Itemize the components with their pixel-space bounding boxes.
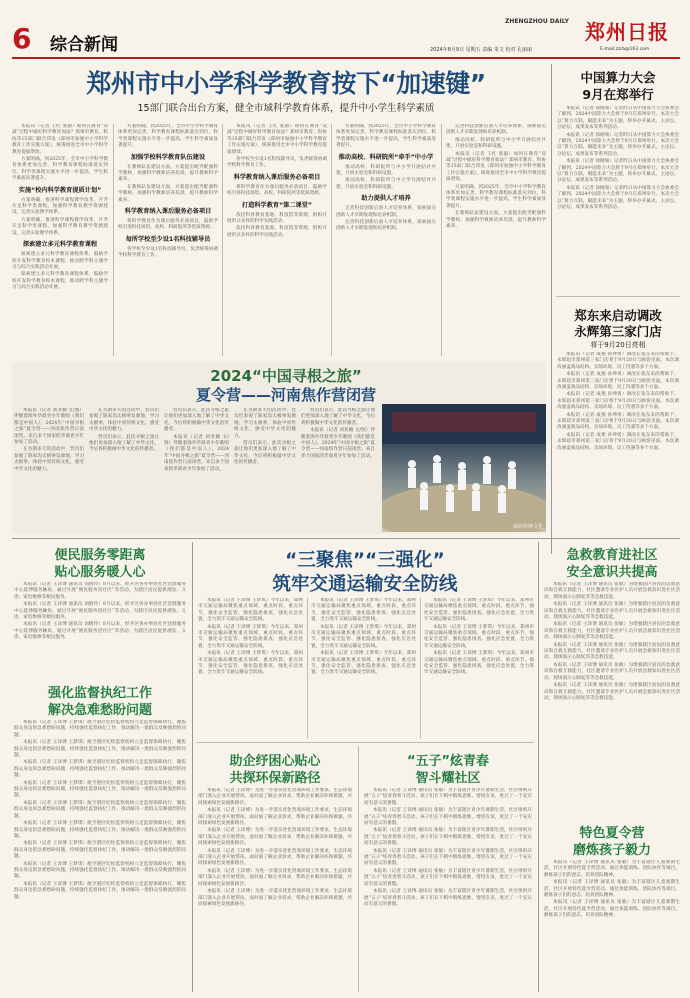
feature-paragraph: 营员们表示，此次寻根之旅让他们更加深入地了解了中华文化，今后将积极做中华文化的传播者。 bbox=[89, 434, 159, 453]
center-right-headline-1: “五子”炫青春 bbox=[406, 754, 490, 769]
center-paragraph: 本报讯（记者 王译博 王梦琪）今年以来，郑州市交通运输局聚焦重点领域、重点时段、重点环节，强化安全监管、强化隐患排查、强化应急处置，全力筑牢交通运输安全防线。 bbox=[424, 598, 534, 623]
masthead bbox=[0, 0, 690, 58]
center-lower-headline-2: 共探环保新路径 bbox=[229, 771, 321, 786]
lead-section-text: 方案明确，推进科学课程教学改革，开齐开足科学类课程。加强科学教育教学资源建设，完善实验教学体系。 bbox=[12, 197, 108, 216]
lower-left-paragraph: 本报讯（记者 王译博 王梦琪）航空港区纪检监察机构立足监督保障执行，聚焦群众身边的急难愁盼问题，持续强化监督执纪工作，推动解决一批群众反映强烈的问题。 bbox=[14, 720, 186, 738]
lead-paragraph: 本报讯（记者 王红 张毅）如何在教育“双减”过程中做好科学教育加法？郑州市教育、科协等15部门联合印发《郑州市加强中小学科学教育工作实施方案》，统筹推进全市中小学科学教育提质增效。 bbox=[227, 124, 327, 155]
center-right-paragraph: 本报讯（记者 王译博 通讯员 张敏）为丰富辖区青少年暑期生活，社区组织开展“五子”炫青春智斗活动，孩子们在下棋中锻炼思维、增进友谊，度过了一个充实而有意义的暑假。 bbox=[364, 828, 532, 847]
column-divider bbox=[420, 598, 421, 738]
far-right-body-1 bbox=[544, 582, 680, 814]
far-right-headline-1b: 安全意识共提高 bbox=[566, 565, 658, 580]
center-right-paragraph: 本报讯（记者 王译博 通讯员 张敏）为丰富辖区青少年暑期生活，社区组织开展“五子”炫青春智斗活动，孩子们在下棋中锻炼思维、增进友谊，度过了一个充实而有意义的暑假。 bbox=[364, 808, 532, 827]
lower-left-paragraph: 本报讯（记者 王译博 王梦琪）航空港区纪检监察机构立足监督保障执行，聚焦群众身边的急难愁盼问题，持续强化监督执纪工作，推动解决一批群众反映强烈的问题。 bbox=[14, 740, 186, 759]
column-divider bbox=[331, 124, 332, 356]
lead-section-text: 完善科技创新后备人才培养体系，探索拔尖创新人才早期发现和培养机制。 bbox=[336, 220, 436, 232]
right-top-headline-1: 中国算力大会 bbox=[580, 70, 656, 85]
lead-paragraph: 方案明确，到2025年，全市中小学科学教育体系更加完善，科学教育课程标准落实到位，科学类课程实施水平进一步提高，学生科学素质显著提升。 bbox=[12, 157, 108, 182]
lead-column-2 bbox=[118, 124, 218, 359]
right-mid-paragraph: 本报讯（记者 成燕 孙坤勇）调改在张东来的帮助下，永辉超市郑州第三家门店将于9月20日与顾客见面。本次调改涵盖商品结构、卖场环境、员工待遇等多个方面。 bbox=[557, 352, 679, 370]
lead-section-text: 方案明确，推进科学课程教学改革，开齐开足科学类课程。加强科学教育教学资源建设，完善实验教学体系。 bbox=[12, 217, 108, 236]
lower-left-paragraph: 本报讯（记者 王译博 王梦琪）航空港区纪检监察机构立足监督保障执行，聚焦群众身边的急难愁盼问题，持续强化监督执纪工作，推动解决一批群众反映强烈的问题。 bbox=[14, 760, 186, 779]
lead-section-text: 各学校至少设1名科技辅导员，负责统筹协调学校科学教育工作。 bbox=[118, 246, 218, 259]
right-top-headline-2: 9月在郑举行 bbox=[582, 87, 654, 102]
right-mid-headline-2: 永辉第三家门店 bbox=[574, 324, 662, 339]
lead-section-text: 完善科技创新后备人才培养体系，探索拔尖创新人才早期发现和培养机制。 bbox=[446, 124, 546, 136]
right-column-divider bbox=[551, 64, 552, 554]
center-headline-2: 筑牢交通运输安全防线 bbox=[272, 574, 458, 595]
center-right-paragraph: 本报讯（记者 王译博 通讯员 张敏）为丰富辖区青少年暑期生活，社区组织开展“五子”炫青春智斗活动，孩子们在下棋中锻炼思维、增进友谊，度过了一个充实而有意义的暑假。 bbox=[364, 848, 532, 867]
feature-paragraph: 本报讯（记者 刘亚楠 文/图）伴随着海外华裔青少年歌唱《我们都是中国人》，2024年“中国寻根之旅”夏令营——河南焦作营日前闭营。来自多个国家的华裔青少年参加了活动。 bbox=[301, 428, 375, 459]
center-lower-paragraph: 本报讯（记者 王译博）为进一步落实优化营商环境工作要求，生态环境部门深入企业开展帮扶，面对面了解企业诉求，帮助企业解决环保难题，共同探索绿色发展新路径。 bbox=[198, 848, 352, 867]
far-right-paragraph: 本报讯（记者 王译博 通讯员 张敏）为增强辖区居民的急救意识和自救互救能力，社区邀请专业医护人员开展急救知识进社区活动，现场演示心肺复苏等急救技能。 bbox=[544, 642, 680, 661]
lead-section-text: 推动高校、科研院所与中小学开展结对共建，开放实验室和科研设施。 bbox=[446, 137, 546, 150]
lower-left-headline-1b: 贴心服务暖人心 bbox=[54, 565, 146, 580]
feature-paragraph: 在为期多天的活动中，营员们参观了陈家沟太极拳发源地，学习太极拳，体验中原传统文化，感受中华文化的魅力。 bbox=[234, 408, 296, 439]
center-right-headline-2: 智斗耀社区 bbox=[415, 771, 481, 786]
center-column-2 bbox=[311, 598, 416, 738]
far-right-paragraph: 本报讯（记者 王译博 通讯员 张敏）为丰富辖区儿童暑期生活，社区开展特色夏令营活动，通过体能训练、团队协作等项目，磨炼孩子们的意志，培养团队精神。 bbox=[544, 860, 680, 878]
paper-logo: 郑州日报 bbox=[585, 20, 669, 44]
lower-left-paragraph: 本报讯（记者 王译博 王梦琪）航空港区纪检监察机构立足监督保障执行，聚焦群众身边的急难愁盼问题，持续强化监督执纪工作，推动解决一批群众反映强烈的问题。 bbox=[14, 780, 186, 799]
center-right-paragraph: 本报讯（记者 王译博 通讯员 张敏）为丰富辖区青少年暑期生活，社区组织开展“五子”炫青春智斗活动，孩子们在下棋中锻炼思维、增进友谊，度过了一个充实而有意义的暑假。 bbox=[364, 889, 532, 907]
center-right-paragraph: 本报讯（记者 王译博 通讯员 张敏）为丰富辖区青少年暑期生活，社区组织开展“五子”炫青春智斗活动，孩子们在下棋中锻炼思维、增进友谊，度过了一个充实而有意义的暑假。 bbox=[364, 788, 532, 806]
lower-left-paragraph: 本报讯（记者 王译博 王梦琪）航空港区纪检监察机构立足监督保障执行，聚焦群众身边的急难愁盼问题，持续强化监督执纪工作，推动解决一批群众反映强烈的问题。 bbox=[14, 841, 186, 860]
feature-column-5 bbox=[301, 408, 375, 532]
right-top-paragraph: 本报讯（记者 徐刚领）记者昨日从中国算力大会执委会了解到，2024中国算力大会将于9月在郑州举行。本次大会以“算力互联，赋能未来”为主题，将举办开幕式、主论坛、分论坛、成果发布等系列活动。 bbox=[557, 159, 679, 184]
column-divider bbox=[113, 124, 114, 356]
feature-paragraph: 营员们表示，此次寻根之旅让他们更加深入地了解了中华文化，今后将积极做中华文化的传播者。 bbox=[164, 408, 229, 433]
center-lower-paragraph: 本报讯（记者 王译博）为进一步落实优化营商环境工作要求，生态环境部门深入企业开展帮扶，面对面了解企业诉求，帮助企业解决环保难题，共同探索绿色发展新路径。 bbox=[198, 828, 352, 847]
lead-paragraph: 方案明确，到2025年，全市中小学科学教育体系更加完善，科学教育课程标准落实到位，科学类课程实施水平进一步提高，学生科学素质显著提升。 bbox=[118, 124, 218, 149]
feature-paragraph: 本报讯（记者 刘亚楠 文/图）伴随着海外华裔青少年歌唱《我们都是中国人》，2024年“中国寻根之旅”夏令营——河南焦作营日前闭营。来自多个国家的华裔青少年参加了活动。 bbox=[164, 434, 229, 472]
center-lower-paragraph: 本报讯（记者 王译博）为进一步落实优化营商环境工作要求，生态环境部门深入企业开展帮扶，面对面了解企业诉求，帮助企业解决环保难题，共同探索绿色发展新路径。 bbox=[198, 868, 352, 887]
center-column-3 bbox=[424, 598, 534, 738]
center-paragraph: 本报讯（记者 王译博 王梦琪）今年以来，郑州市交通运输局聚焦重点领域、重点时段、重点环节，强化安全监管、强化隐患排查、强化应急处置，全力筑牢交通运输安全防线。 bbox=[424, 651, 534, 676]
lower-left-paragraph: 本报讯（记者 王译博 通讯员 刘鸥铃）8月以来，经开区各办事处社区党群服务中心延伸服务触角，通过开展“便民服务进社区”等活动，为辖区居民提供理发、义诊、家电维修等便民服务。 bbox=[14, 602, 186, 621]
lower-left-headline-2b: 解决急难愁盼问题 bbox=[47, 703, 152, 718]
center-lower-paragraph: 本报讯（记者 王译博）为进一步落实优化营商环境工作要求，生态环境部门深入企业开展帮扶，面对面了解企业诉求，帮助企业解决环保难题，共同探索绿色发展新路径。 bbox=[198, 889, 352, 907]
far-right-headline-2a: 特色夏令营 bbox=[579, 826, 645, 841]
far-right-paragraph: 本报讯（记者 王译博 通讯员 张敏）为增强辖区居民的急救意识和自救互救能力，社区邀请专业医护人员开展急救知识进社区活动，现场演示心肺复苏等急救技能。 bbox=[544, 582, 680, 600]
feature-column-4 bbox=[234, 408, 296, 532]
feature-paragraph: 在为期多天的活动中，营员们参观了陈家沟太极拳发源地，学习太极拳，体验中原传统文化，感受中华文化的魅力。 bbox=[89, 408, 159, 433]
far-right-paragraph: 本报讯（记者 王译博 通讯员 张敏）为丰富辖区儿童暑期生活，社区开展特色夏令营活动，通过体能训练、团队协作等项目，磨炼孩子们的意志，培养团队精神。 bbox=[544, 880, 680, 899]
email-line: E-mail:zzrb@163.com bbox=[600, 47, 650, 52]
column-divider bbox=[222, 124, 223, 356]
center-paragraph: 本报讯（记者 王译博 王梦琪）今年以来，郑州市交通运输局聚焦重点领域、重点时段、重点环节，强化安全监管、强化隐患排查、强化应急处置，全力筑牢交通运输安全防线。 bbox=[198, 598, 303, 623]
section-divider bbox=[12, 538, 680, 539]
column-divider bbox=[538, 542, 539, 992]
center-lower-body bbox=[198, 788, 352, 990]
lead-section-text: 探索建立多元科学教育课程体系，鼓励学校开发科学教育校本课程，推动跨学科主题学习与综合实践活动开展。 bbox=[12, 272, 108, 291]
center-paragraph: 本报讯（记者 王译博 王梦琪）今年以来，郑州市交通运输局聚焦重点领域、重点时段、重点环节，强化安全监管、强化隐患排查、强化应急处置，全力筑牢交通运输安全防线。 bbox=[424, 624, 534, 649]
far-right-paragraph: 本报讯（记者 王译博 通讯员 张敏）为增强辖区居民的急救意识和自救互救能力，社区邀请专业医护人员开展急救知识进社区活动，现场演示心肺复苏等急救技能。 bbox=[544, 602, 680, 621]
lead-section-text: 各学校至少设1名科技辅导员，负责统筹协调学校科学教育工作。 bbox=[227, 157, 327, 169]
lower-left-paragraph: 本报讯（记者 王译博 王梦琪）航空港区纪检监察机构立足监督保障执行，聚焦群众身边的急难愁盼问题，持续强化监督执纪工作，推动解决一批群众反映强烈的问题。 bbox=[14, 800, 186, 819]
right-top-paragraph: 本报讯（记者 徐刚领）记者昨日从中国算力大会执委会了解到，2024中国算力大会将于9月在郑州举行。本次大会以“算力互联，赋能未来”为主题，将举办开幕式、主论坛、分论坛、成果发布等系列活动。 bbox=[557, 132, 679, 157]
lead-section-text: 将科学教育作为课后服务必备项目，鼓励学校引进科技场馆、高校、科研院所等优质资源。 bbox=[118, 219, 218, 231]
lead-section-text: 推动高校、科研院所与中小学开展结对共建，开放实验室和科研设施。 bbox=[336, 178, 436, 190]
lower-left-body-2 bbox=[14, 720, 186, 990]
lead-section-heading: 助力提供人才培养 bbox=[361, 195, 411, 203]
right-top-paragraph: 本报讯（记者 徐刚领）记者昨日从中国算力大会执委会了解到，2024中国算力大会将于9月在郑州举行。本次大会以“算力互联，赋能未来”为主题，将举办开幕式、主论坛、分论坛、成果发布等系列活动。 bbox=[557, 106, 679, 131]
feature-column-2 bbox=[89, 408, 159, 532]
divider bbox=[196, 742, 534, 743]
divider bbox=[556, 296, 680, 297]
lower-left-body-1 bbox=[14, 582, 186, 674]
right-mid-headline-1: 郑东来启动调改 bbox=[574, 308, 662, 323]
lower-left-paragraph: 本报讯（记者 王译博 通讯员 刘鸥铃）8月以来，经开区各办事处社区党群服务中心延伸服务触角，通过开展“便民服务进社区”等活动，为辖区居民提供理发、义诊、家电维修等便民服务。 bbox=[14, 622, 186, 641]
lower-left-headline-2a: 强化监督执纪工作 bbox=[47, 686, 152, 701]
lead-section-text: 在教师队伍建设方面，方案提出配齐配强科学教师，加强科学教师培养培训，提升教师科学素养。 bbox=[118, 184, 218, 203]
right-mid-body bbox=[557, 352, 679, 552]
center-column-1 bbox=[198, 598, 303, 738]
center-lower-paragraph: 本报讯（记者 王译博）为进一步落实优化营商环境工作要求，生态环境部门深入企业开展帮扶，面对面了解企业诉求，帮助企业解决环保难题，共同探索绿色发展新路径。 bbox=[198, 808, 352, 827]
lead-section-heading: 实施“校内科学教育提质计划” bbox=[18, 186, 102, 194]
lead-subhead: 15部门联合出台方案，健全市域科学教育体系，提升中小学生科学素质 bbox=[137, 103, 435, 114]
feature-subtitle: 夏令营——河南焦作营闭营 bbox=[195, 386, 376, 404]
center-paragraph: 本报讯（记者 王译博 王梦琪）今年以来，郑州市交通运输局聚焦重点领域、重点时段、重点环节，强化安全监管、强化隐患排查、强化应急处置，全力筑牢交通运输安全防线。 bbox=[311, 651, 416, 676]
center-headline-1: “三聚焦”“三强化” bbox=[285, 550, 445, 571]
lower-left-paragraph: 本报讯（记者 王译博 王梦琪）航空港区纪检监察机构立足监督保障执行，聚焦群众身边的急难愁盼问题，持续强化监督执纪工作，推动解决一批群众反映强烈的问题。 bbox=[14, 861, 186, 880]
feature-column-1 bbox=[14, 408, 84, 532]
lead-column-5 bbox=[446, 124, 546, 359]
column-divider bbox=[192, 542, 193, 992]
lead-section-text: 在教师队伍建设方面，方案提出配齐配强科学教师，加强科学教师培养培训，提升教师科学素养。 bbox=[118, 164, 218, 183]
photo-caption: 体验传统文化 bbox=[512, 524, 543, 530]
lead-section-text: 依托科普教育基地、科技馆等资源，组织开展形式多样的科学实践活动。 bbox=[227, 212, 327, 225]
right-top-body bbox=[557, 106, 679, 286]
date-line: 2024年8月9日 星期五 责编 朱文 校对 孔丽丽 bbox=[430, 47, 533, 53]
far-right-paragraph: 本报讯（记者 王译博 通讯员 张敏）为增强辖区居民的急救意识和自救互救能力，社区邀请专业医护人员开展急救知识进社区活动，现场演示心肺复苏等急救技能。 bbox=[544, 622, 680, 641]
lower-left-paragraph: 本报讯（记者 王译博 通讯员 刘鸥铃）8月以来，经开区各办事处社区党群服务中心延伸服务触角，通过开展“便民服务进社区”等活动，为辖区居民提供理发、义诊、家电维修等便民服务。 bbox=[14, 582, 186, 600]
far-right-paragraph: 本报讯（记者 王译博 通讯员 张敏）为增强辖区居民的急救意识和自救互救能力，社区邀请专业医护人员开展急救知识进社区活动，现场演示心肺复苏等急救技能。 bbox=[544, 683, 680, 701]
lead-section-text: 将科学教育作为课后服务必备项目，鼓励学校引进科技场馆、高校、科研院所等优质资源。 bbox=[227, 184, 327, 197]
center-lower-headline-1: 助企纾困心贴心 bbox=[229, 754, 321, 769]
photo-illustration bbox=[382, 404, 546, 532]
lead-section-text: 推动高校、科研院所与中小学开展结对共建，开放实验室和科研设施。 bbox=[336, 164, 436, 177]
right-mid-paragraph: 本报讯（记者 成燕 孙坤勇）调改在张东来的帮助下，永辉超市郑州第三家门店将于9月20日与顾客见面。本次调改涵盖商品结构、卖场环境、员工待遇等多个方面。 bbox=[557, 392, 679, 411]
lead-column-4 bbox=[336, 124, 436, 359]
column-divider bbox=[307, 598, 308, 738]
lead-section-text: 完善科技创新后备人才培养体系，探索拔尖创新人才早期发现和培养机制。 bbox=[336, 206, 436, 218]
feature-photo bbox=[382, 404, 546, 532]
right-mid-subhead: 将于9月20日亮相 bbox=[590, 341, 646, 349]
right-top-paragraph: 本报讯（记者 徐刚领）记者昨日从中国算力大会执委会了解到，2024中国算力大会将于9月在郑州举行。本次大会以“算力互联，赋能未来”为主题，将举办开幕式、主论坛、分论坛、成果发布等系列活动。 bbox=[557, 185, 679, 211]
lead-section-text: 在教师队伍建设方面，方案提出配齐配强科学教师，加强科学教师培养培训，提升教师科学素养。 bbox=[446, 211, 546, 230]
section-title: 综合新闻 bbox=[50, 35, 118, 55]
masthead-rule bbox=[12, 57, 680, 59]
center-lower-paragraph: 本报讯（记者 王译博）为进一步落实优化营商环境工作要求，生态环境部门深入企业开展帮扶，面对面了解企业诉求，帮助企业解决环保难题，共同探索绿色发展新路径。 bbox=[198, 788, 352, 806]
feature-paragraph: 营员们表示，此次寻根之旅让他们更加深入地了解了中华文化，今后将积极做中华文化的传播者。 bbox=[234, 441, 296, 466]
paper-pinyin: ZHENGZHOU DAILY bbox=[505, 18, 569, 25]
lower-left-paragraph: 本报讯（记者 王译博 王梦琪）航空港区纪检监察机构立足监督保障执行，聚焦群众身边的急难愁盼问题，持续强化监督执纪工作，推动解决一批群众反映强烈的问题。 bbox=[14, 821, 186, 839]
lead-column-3 bbox=[227, 124, 327, 359]
lead-paragraph: 本报讯（记者 王红 张毅）如何在教育“双减”过程中做好科学教育加法？郑州市教育、科协等15部门联合印发《郑州市加强中小学科学教育工作实施方案》，统筹推进全市中小学科学教育提质增效。 bbox=[446, 151, 546, 183]
far-right-headline-1a: 急救教育进社区 bbox=[566, 548, 658, 563]
lead-section-heading: 科学教育纳入课后服务必备项目 bbox=[124, 208, 212, 216]
lead-paragraph: 方案明确，到2025年，全市中小学科学教育体系更加完善，科学教育课程标准落实到位，科学类课程实施水平进一步提高，学生科学素质显著提升。 bbox=[336, 124, 436, 149]
lower-left-headline-1a: 便民服务零距离 bbox=[54, 548, 146, 563]
lead-column-1 bbox=[12, 124, 108, 359]
feature-title: 2024“中国寻根之旅” bbox=[210, 367, 362, 385]
far-right-paragraph: 本报讯（记者 王译博 通讯员 张敏）为增强辖区居民的急救意识和自救互救能力，社区邀请专业医护人员开展急救知识进社区活动，现场演示心肺复苏等急救技能。 bbox=[544, 662, 680, 681]
lead-section-heading: 每所学校至少设1名科技辅导员 bbox=[125, 235, 211, 243]
lead-section-heading: 科学教育纳入课后服务必备项目 bbox=[233, 173, 321, 181]
center-right-paragraph: 本报讯（记者 王译博 通讯员 张敏）为丰富辖区青少年暑期生活，社区组织开展“五子”炫青春智斗活动，孩子们在下棋中锻炼思维、增进友谊，度过了一个充实而有意义的暑假。 bbox=[364, 868, 532, 887]
lead-headline: 郑州市中小学科学教育按下“加速键” bbox=[86, 69, 486, 98]
center-right-body bbox=[364, 788, 532, 990]
lead-section-heading: 推动高校、科研院所“牵手”中小学 bbox=[338, 153, 434, 161]
feature-paragraph: 本报讯（记者 刘亚楠 文/图）伴随着海外华裔青少年歌唱《我们都是中国人》，2024年“中国寻根之旅”夏令营——河南焦作营日前闭营。来自多个国家的华裔青少年参加了活动。 bbox=[14, 408, 84, 446]
feature-paragraph: 营员们表示，此次寻根之旅让他们更加深入地了解了中华文化，今后将积极做中华文化的传播者。 bbox=[301, 408, 375, 426]
right-mid-paragraph: 本报讯（记者 成燕 孙坤勇）调改在张东来的帮助下，永辉超市郑州第三家门店将于9月20日与顾客见面。本次调改涵盖商品结构、卖场环境、员工待遇等多个方面。 bbox=[557, 372, 679, 391]
feature-column-3 bbox=[164, 408, 229, 532]
column-divider bbox=[358, 746, 359, 992]
page-number: 6 bbox=[12, 22, 32, 55]
far-right-headline-2b: 磨炼孩子毅力 bbox=[572, 843, 651, 858]
feature-paragraph: 在为期多天的活动中，营员们参观了陈家沟太极拳发源地，学习太极拳，体验中原传统文化，感受中华文化的魅力。 bbox=[14, 447, 84, 472]
right-mid-paragraph: 本报讯（记者 成燕 孙坤勇）调改在张东来的帮助下，永辉超市郑州第三家门店将于9月20日与顾客见面。本次调改涵盖商品结构、卖场环境、员工待遇等多个方面。 bbox=[557, 412, 679, 431]
center-paragraph: 本报讯（记者 王译博 王梦琪）今年以来，郑州市交通运输局聚焦重点领域、重点时段、重点环节，强化安全监管、强化隐患排查、强化应急处置，全力筑牢交通运输安全防线。 bbox=[198, 624, 303, 649]
lead-section-text: 探索建立多元科学教育课程体系，鼓励学校开发科学教育校本课程，推动跨学科主题学习与综合实践活动开展。 bbox=[12, 252, 108, 270]
lead-section-heading: 加强学校科学教育队伍建设 bbox=[130, 153, 206, 161]
center-paragraph: 本报讯（记者 王译博 王梦琪）今年以来，郑州市交通运输局聚焦重点领域、重点时段、重点环节，强化安全监管、强化隐患排查、强化应急处置，全力筑牢交通运输安全防线。 bbox=[311, 598, 416, 623]
lead-section-heading: 探索建立多元科学教育课程 bbox=[22, 241, 98, 249]
lead-paragraph: 方案明确，到2025年，全市中小学科学教育体系更加完善，科学教育课程标准落实到位，科学类课程实施水平进一步提高，学生科学素质显著提升。 bbox=[446, 184, 546, 209]
right-mid-paragraph: 本报讯（记者 成燕 孙坤勇）调改在张东来的帮助下，永辉超市郑州第三家门店将于9月20日与顾客见面。本次调改涵盖商品结构、卖场环境、员工待遇等多个方面。 bbox=[557, 432, 679, 451]
lead-section-text: 依托科普教育基地、科技馆等资源，组织开展形式多样的科学实践活动。 bbox=[227, 226, 327, 238]
lower-left-paragraph: 本报讯（记者 王译博 王梦琪）航空港区纪检监察机构立足监督保障执行，聚焦群众身边的急难愁盼问题，持续强化监督执纪工作，推动解决一批群众反映强烈的问题。 bbox=[14, 881, 186, 900]
lead-section-heading: 打造科学教育“第二课堂” bbox=[241, 201, 312, 209]
far-right-body-2 bbox=[544, 860, 680, 990]
center-paragraph: 本报讯（记者 王译博 王梦琪）今年以来，郑州市交通运输局聚焦重点领域、重点时段、重点环节，强化安全监管、强化隐患排查、强化应急处置，全力筑牢交通运输安全防线。 bbox=[311, 624, 416, 649]
center-paragraph: 本报讯（记者 王译博 王梦琪）今年以来，郑州市交通运输局聚焦重点领域、重点时段、重点环节，强化安全监管、强化隐患排查、强化应急处置，全力筑牢交通运输安全防线。 bbox=[198, 651, 303, 676]
far-right-paragraph: 本报讯（记者 王译博 通讯员 张敏）为丰富辖区儿童暑期生活，社区开展特色夏令营活动，通过体能训练、团队协作等项目，磨炼孩子们的意志，培养团队精神。 bbox=[544, 900, 680, 919]
lead-paragraph: 本报讯（记者 王红 张毅）如何在教育“双减”过程中做好科学教育加法？郑州市教育、科协等15部门联合印发《郑州市加强中小学科学教育工作实施方案》，统筹推进全市中小学科学教育提质增效。 bbox=[12, 124, 108, 155]
column-divider bbox=[441, 124, 442, 356]
